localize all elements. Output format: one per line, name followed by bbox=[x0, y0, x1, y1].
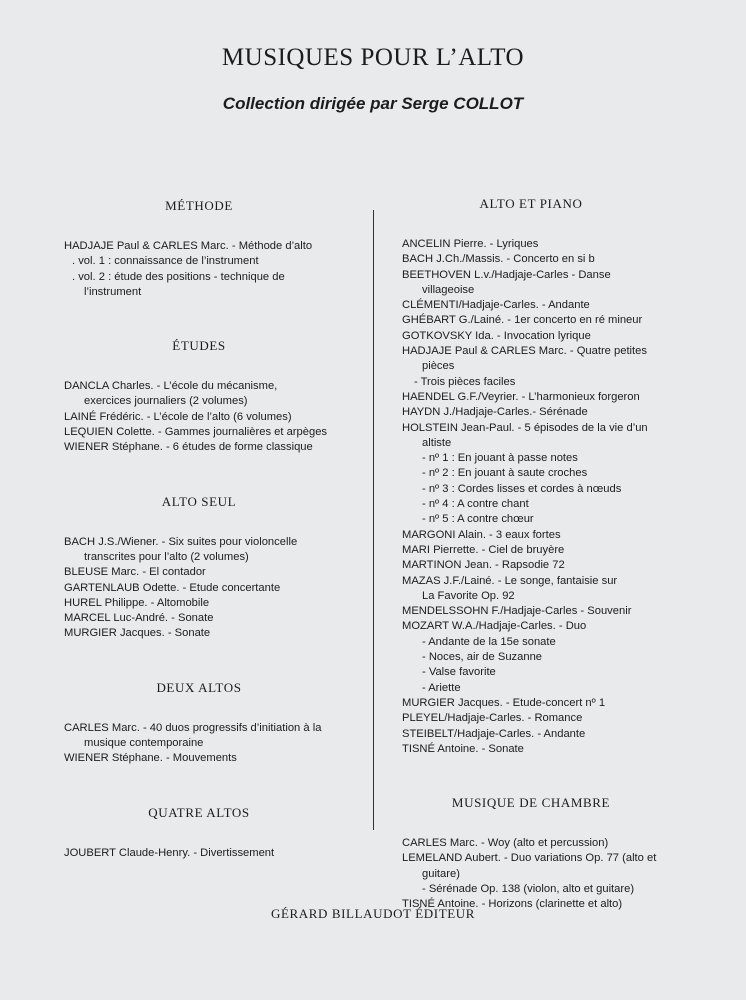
list-item: HAYDN J./Hadjaje-Carles.- Sérénade bbox=[402, 406, 588, 419]
entry-list bbox=[64, 846, 364, 861]
list-item: PLEYEL/Hadjaje-Carles. - Romance bbox=[402, 712, 583, 725]
list-item: GARTENLAUB Odette. - Etude concertante bbox=[64, 581, 281, 594]
list-item: BACH J.S./Wiener. - Six suites pour violoncelle bbox=[64, 535, 298, 548]
list-item: BLEUSE Marc. - El contador bbox=[64, 566, 206, 579]
section-alto-seul bbox=[64, 494, 364, 642]
list-item: GOTKOVSKY Ida. - Invocation lyrique bbox=[402, 329, 591, 342]
section-heading: MUSIQUE DE CHAMBRE bbox=[451, 795, 611, 811]
list-item: LAINÉ Frédéric. - L’école de l’alto (6 volumes) bbox=[64, 410, 292, 423]
list-item: WIENER Stéphane. - Mouvements bbox=[64, 752, 237, 765]
section-heading: ALTO SEUL bbox=[161, 493, 237, 509]
left-column bbox=[64, 198, 364, 899]
list-item: HADJAJE Paul & CARLES Marc. - Méthode d’alto bbox=[64, 240, 313, 252]
list-item: MENDELSSOHN F./Hadjaje-Carles - Souvenir bbox=[402, 605, 632, 618]
list-item: CLÉMENTI/Hadjaje-Carles. - Andante bbox=[402, 299, 590, 312]
list-item: - Andante de la 15e sonate bbox=[422, 635, 556, 648]
column-divider bbox=[373, 210, 374, 830]
list-item: - Trois pièces faciles bbox=[414, 375, 516, 388]
list-item: HOLSTEIN Jean-Paul. - 5 épisodes de la vie d’un bbox=[402, 421, 648, 434]
list-item: guitare) bbox=[422, 867, 460, 880]
page-title: MUSIQUES POUR L’ALTO bbox=[221, 44, 525, 71]
page-subtitle: Collection dirigée par Serge COLLOT bbox=[222, 94, 524, 113]
list-item: BACH J.Ch./Massis. - Concerto en si b bbox=[402, 253, 595, 266]
list-item: WIENER Stéphane. - 6 études de forme classique bbox=[64, 441, 313, 454]
list-item: musique contemporaine bbox=[84, 737, 204, 750]
list-item: - Sérénade Op. 138 (violon, alto et guitare) bbox=[422, 882, 635, 895]
list-item: CARLES Marc. - Woy (alto et percussion) bbox=[402, 837, 609, 850]
list-item: - Ariette bbox=[422, 681, 461, 694]
list-item: MOZART W.A./Hadjaje-Carles. - Duo bbox=[402, 620, 587, 633]
list-item: MARI Pierrette. - Ciel de bruyère bbox=[402, 543, 565, 556]
list-item: altiste bbox=[422, 436, 452, 449]
section-heading: DEUX ALTOS bbox=[156, 679, 242, 695]
section-alto-piano bbox=[402, 196, 702, 757]
entry-list bbox=[64, 535, 364, 642]
list-item: villageoise bbox=[422, 283, 475, 296]
entry-list bbox=[64, 239, 364, 300]
list-item: - nº 4 : A contre chant bbox=[422, 498, 529, 511]
list-item: ANCELIN Pierre. - Lyriques bbox=[402, 238, 539, 250]
section-heading: ALTO ET PIANO bbox=[479, 196, 583, 211]
list-item: DANCLA Charles. - L’école du mécanisme, bbox=[64, 380, 278, 393]
section-methode bbox=[64, 198, 364, 300]
list-item: LEMELAND Aubert. - Duo variations Op. 77 (alto et bbox=[402, 852, 657, 865]
list-item: STEIBELT/Hadjaje-Carles. - Andante bbox=[402, 727, 586, 740]
list-item: MARCEL Luc-André. - Sonate bbox=[64, 612, 214, 625]
list-item: transcrites pour l’alto (2 volumes) bbox=[84, 550, 249, 563]
section-deux-altos bbox=[64, 680, 364, 767]
list-item: - nº 5 : A contre chœur bbox=[422, 513, 534, 526]
list-item: MURGIER Jacques. - Etude-concert nº 1 bbox=[402, 696, 606, 709]
list-item: La Favorite Op. 92 bbox=[422, 589, 515, 602]
list-item: MARGONI Alain. - 3 eaux fortes bbox=[402, 528, 561, 541]
entry-list bbox=[402, 237, 702, 757]
entry-list bbox=[64, 379, 364, 455]
list-item: - nº 3 : Cordes lisses et cordes à nœuds bbox=[422, 482, 622, 495]
list-item: JOUBERT Claude-Henry. - Divertissement bbox=[64, 846, 275, 859]
list-item: exercices journaliers (2 volumes) bbox=[84, 395, 248, 408]
section-heading: ÉTUDES bbox=[172, 338, 226, 354]
section-heading: QUATRE ALTOS bbox=[148, 804, 250, 820]
list-item: TISNÉ Antoine. - Sonate bbox=[402, 742, 524, 755]
list-item: - Noces, air de Suzanne bbox=[422, 651, 543, 664]
list-item: BEETHOVEN L.v./Hadjaje-Carles - Danse bbox=[402, 268, 611, 281]
list-item: pièces bbox=[422, 360, 455, 373]
right-column bbox=[402, 196, 702, 951]
list-item: CARLES Marc. - 40 duos progressifs d’initiation à la bbox=[64, 721, 322, 734]
list-item: HAENDEL G.F./Veyrier. - L’harmonieux forgeron bbox=[402, 390, 640, 403]
list-item: MURGIER Jacques. - Sonate bbox=[64, 627, 211, 640]
list-item: TISNÉ Antoine. - Horizons (clarinette et alto) bbox=[402, 898, 623, 911]
list-item: - nº 1 : En jouant à passe notes bbox=[422, 452, 578, 465]
list-item: MAZAS J.F./Lainé. - Le songe, fantaisie sur bbox=[402, 574, 618, 587]
entry-list bbox=[64, 721, 364, 767]
list-item: . vol. 2 : étude des positions - technique de bbox=[72, 270, 285, 283]
publisher-footer: GÉRARD BILLAUDOT ÉDITEUR bbox=[270, 906, 476, 921]
entry-list bbox=[402, 836, 702, 912]
list-item: LEQUIEN Colette. - Gammes journalières et arpèges bbox=[64, 426, 328, 439]
list-item: - Valse favorite bbox=[422, 666, 496, 679]
list-item: HADJAJE Paul & CARLES Marc. - Quatre petites bbox=[402, 345, 647, 358]
section-musique-de-chambre bbox=[402, 795, 702, 912]
list-item: l’instrument bbox=[84, 285, 142, 298]
section-quatre-altos bbox=[64, 805, 364, 861]
section-etudes bbox=[64, 338, 364, 455]
section-heading: MÉTHODE bbox=[165, 198, 233, 213]
list-item: HUREL Philippe. - Altomobile bbox=[64, 596, 210, 609]
list-item: . vol. 1 : connaissance de l’instrument bbox=[72, 255, 259, 268]
list-item: GHÉBART G./Lainé. - 1er concerto en ré mineur bbox=[402, 314, 643, 327]
list-item: MARTINON Jean. - Rapsodie 72 bbox=[402, 559, 565, 572]
list-item: - nº 2 : En jouant à saute croches bbox=[422, 467, 588, 480]
